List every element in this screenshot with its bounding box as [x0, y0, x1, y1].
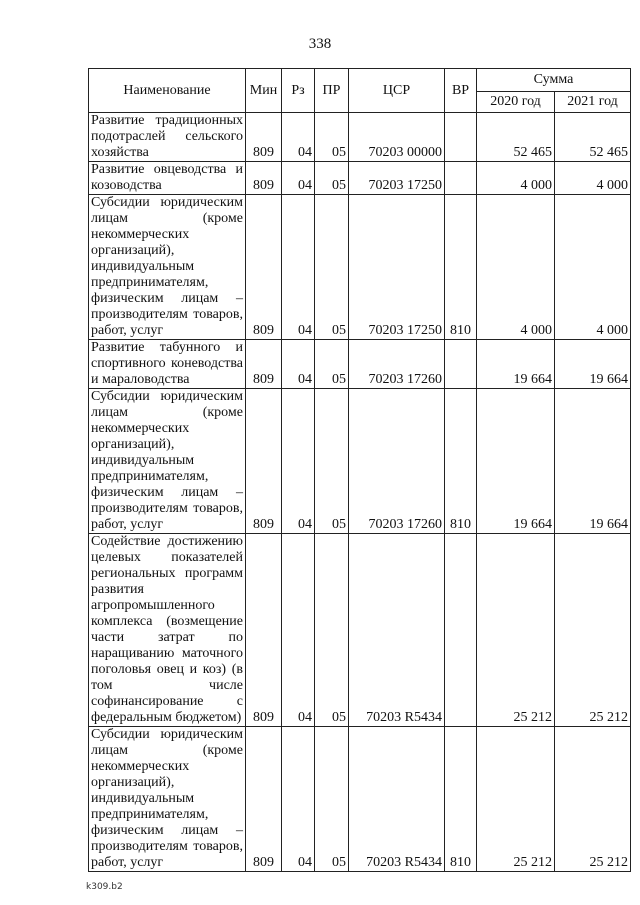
header-year-2020: 2020 год: [477, 92, 555, 113]
row-csr: 70203 00000: [349, 113, 445, 162]
row-csr: 70203 17260: [349, 340, 445, 389]
table-row: [89, 340, 631, 389]
row-name: Развитие табунного и спортивного коневодства и мараловодства: [89, 340, 246, 389]
row-min: 809: [246, 113, 282, 162]
row-name: Содействие достижению целевых показателей региональных программ развития агропромышленного комплекса (возмещение части затрат по наращиванию маточного поголовья овец и коз) (в том числе софинансирование с федеральным бюджетом): [89, 534, 246, 727]
row-sum-2020: 52 465: [477, 113, 555, 162]
row-name: Субсидии юридическим лицам (кроме некоммерческих организаций), индивидуальным предпринимателям, физическим лицам – производителям товаров, работ, услуг: [89, 389, 246, 534]
table-row: [89, 727, 631, 872]
row-rz: 04: [282, 340, 315, 389]
row-sum-2020: 4 000: [477, 162, 555, 195]
row-pr: 05: [315, 340, 349, 389]
row-csr: 70203 R5434: [349, 727, 445, 872]
table-row: [89, 195, 631, 340]
row-sum-2020: 4 000: [477, 195, 555, 340]
table-row: [89, 113, 631, 162]
row-sum-2021: 25 212: [555, 534, 631, 727]
row-min: 809: [246, 389, 282, 534]
row-pr: 05: [315, 534, 349, 727]
row-sum-2020: 19 664: [477, 389, 555, 534]
header-vr: ВР: [445, 69, 477, 113]
row-csr: 70203 R5434: [349, 534, 445, 727]
row-csr: 70203 17260: [349, 389, 445, 534]
row-pr: 05: [315, 195, 349, 340]
row-sum-2021: 19 664: [555, 340, 631, 389]
row-pr: 05: [315, 389, 349, 534]
header-year-2021: 2021 год: [555, 92, 631, 113]
row-pr: 05: [315, 162, 349, 195]
table-row: [89, 534, 631, 727]
row-rz: 04: [282, 534, 315, 727]
row-rz: 04: [282, 162, 315, 195]
row-sum-2021: 19 664: [555, 389, 631, 534]
header-pr: ПР: [315, 69, 349, 113]
header-name: Наименование: [89, 69, 246, 113]
table-row: [89, 389, 631, 534]
header-csr: ЦСР: [349, 69, 445, 113]
row-sum-2021: 4 000: [555, 195, 631, 340]
row-vr: [445, 162, 477, 195]
row-vr: 810: [445, 727, 477, 872]
header-sum: Сумма: [477, 69, 631, 92]
row-vr: 810: [445, 195, 477, 340]
row-min: 809: [246, 195, 282, 340]
row-sum-2020: 25 212: [477, 727, 555, 872]
table-row: [89, 162, 631, 195]
row-pr: 05: [315, 727, 349, 872]
page-number: 338: [308, 36, 332, 52]
row-vr: 810: [445, 389, 477, 534]
row-sum-2021: 4 000: [555, 162, 631, 195]
row-vr: [445, 113, 477, 162]
row-sum-2021: 52 465: [555, 113, 631, 162]
footer-code: k309.b2: [86, 882, 123, 892]
row-min: 809: [246, 534, 282, 727]
row-sum-2021: 25 212: [555, 727, 631, 872]
row-rz: 04: [282, 727, 315, 872]
row-min: 809: [246, 727, 282, 872]
row-csr: 70203 17250: [349, 162, 445, 195]
row-vr: [445, 340, 477, 389]
row-pr: 05: [315, 113, 349, 162]
budget-table: [88, 68, 631, 872]
row-name: Развитие овцеводства и козоводства: [89, 162, 246, 195]
row-sum-2020: 25 212: [477, 534, 555, 727]
row-name: Развитие традиционных подотраслей сельского хозяйства: [89, 113, 246, 162]
row-rz: 04: [282, 113, 315, 162]
row-name: Субсидии юридическим лицам (кроме некоммерческих организаций), индивидуальным предпринимателям, физическим лицам – производителям товаров, работ, услуг: [89, 727, 246, 872]
row-vr: [445, 534, 477, 727]
header-rz: Рз: [282, 69, 315, 113]
row-name: Субсидии юридическим лицам (кроме некоммерческих организаций), индивидуальным предпринимателям, физическим лицам – производителям товаров, работ, услуг: [89, 195, 246, 340]
row-rz: 04: [282, 195, 315, 340]
row-csr: 70203 17250: [349, 195, 445, 340]
header-min: Мин: [246, 69, 282, 113]
row-min: 809: [246, 162, 282, 195]
row-min: 809: [246, 340, 282, 389]
row-sum-2020: 19 664: [477, 340, 555, 389]
row-rz: 04: [282, 389, 315, 534]
